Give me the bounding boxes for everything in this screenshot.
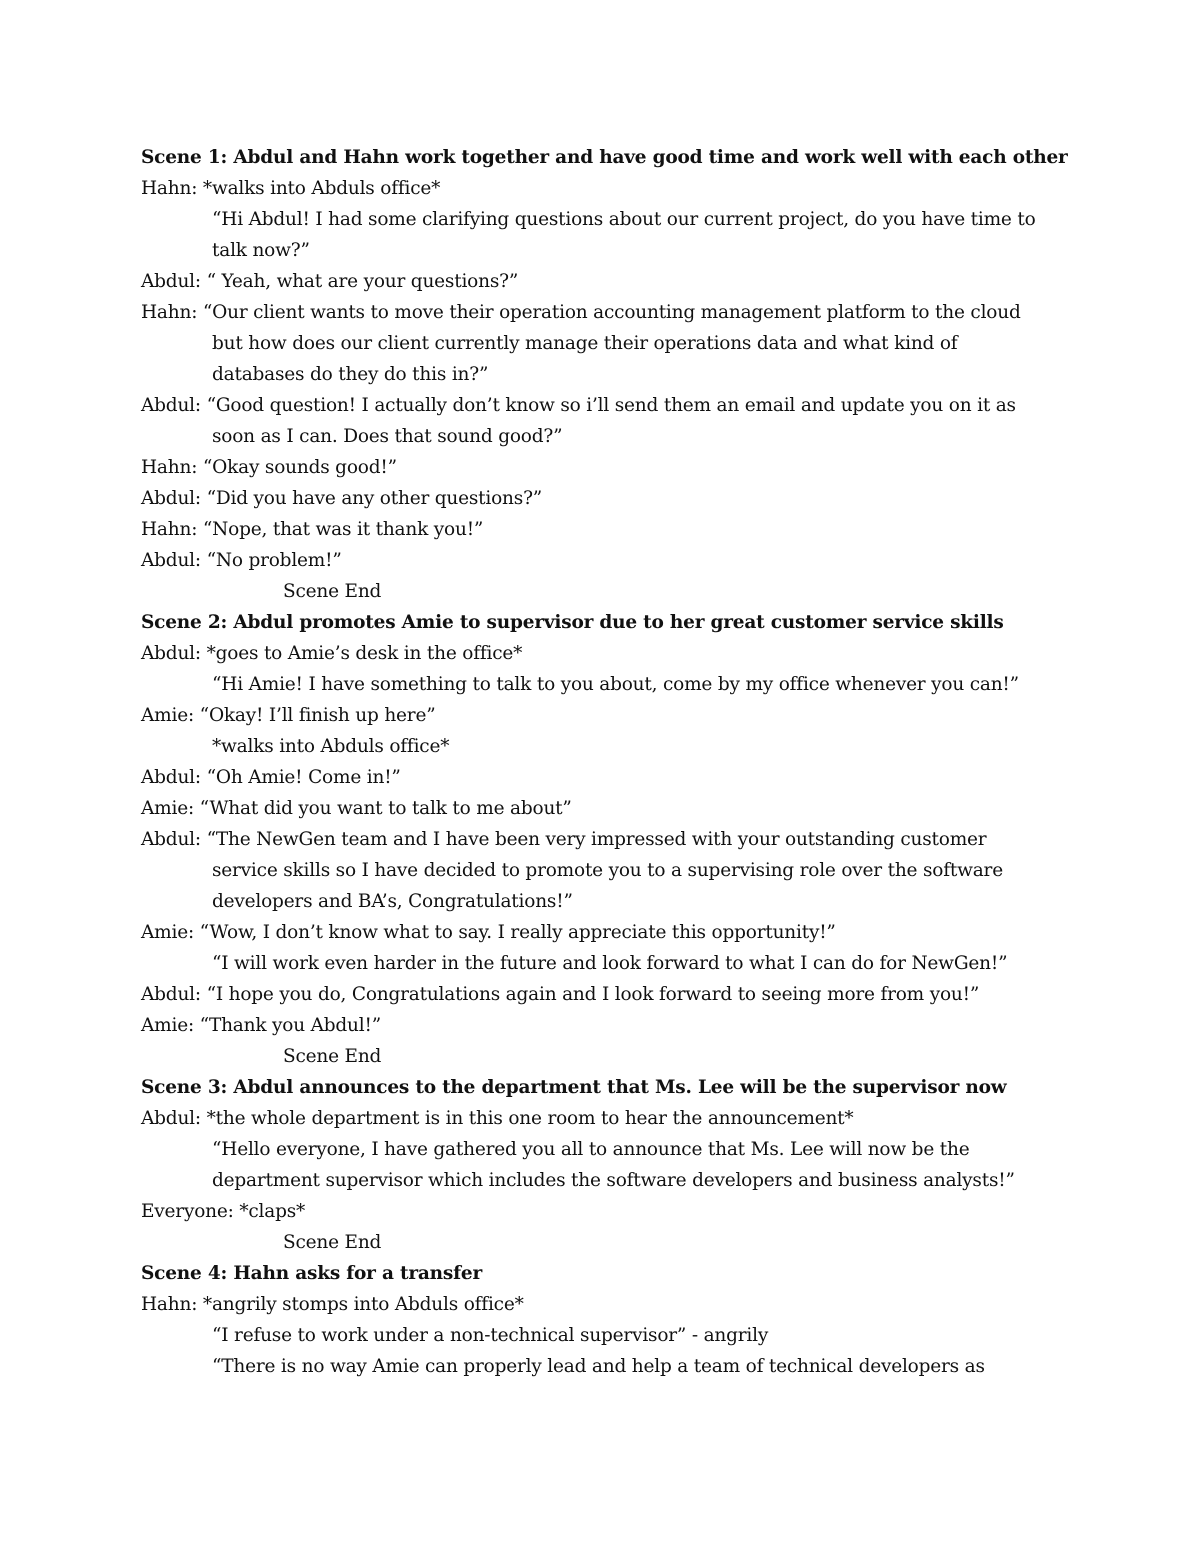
- dialogue-line: Abdul: “I hope you do, Congratulations again and I look forward to seeing more from you!”: [141, 984, 980, 1005]
- dialogue-continuation: “There is no way Amie can properly lead and help a team of technical developers as: [212, 1356, 985, 1377]
- script-body: [141, 142, 1071, 1382]
- dialogue-continuation: “Hi Amie! I have something to talk to you about, come by my office whenever you can!”: [212, 674, 1019, 695]
- dialogue-continuation: “I will work even harder in the future and look forward to what I can do for NewGen!”: [212, 953, 1008, 974]
- dialogue-line: Abdul: “ Yeah, what are your questions?”: [141, 271, 519, 292]
- dialogue-line: Abdul: “The NewGen team and I have been very impressed with your outstanding customer: [141, 829, 987, 850]
- dialogue-continuation: *walks into Abduls office*: [212, 736, 450, 757]
- scene-4-heading: Scene 4: Hahn asks for a transfer: [141, 1263, 483, 1284]
- dialogue-line: Amie: “Wow, I don’t know what to say. I really appreciate this opportunity!”: [141, 922, 836, 943]
- dialogue-continuation: service skills so I have decided to promote you to a supervising role over the software: [212, 860, 1003, 881]
- dialogue-continuation: department supervisor which includes the software developers and business analysts!”: [212, 1170, 1015, 1191]
- scene-end-marker: Scene End: [283, 1232, 382, 1253]
- dialogue-line: Everyone: *claps*: [141, 1201, 306, 1222]
- dialogue-continuation: talk now?”: [212, 240, 310, 261]
- dialogue-line: Amie: “Okay! I’ll finish up here”: [141, 705, 436, 726]
- dialogue-continuation: but how does our client currently manage their operations data and what kind of: [212, 333, 958, 354]
- dialogue-line: Abdul: “Did you have any other questions?”: [141, 488, 543, 509]
- dialogue-continuation: databases do they do this in?”: [212, 364, 489, 385]
- dialogue-continuation: “I refuse to work under a non-technical supervisor” - angrily: [212, 1325, 769, 1346]
- dialogue-continuation: “Hi Abdul! I had some clarifying questions about our current project, do you have time to: [212, 209, 1036, 230]
- dialogue-continuation: soon as I can. Does that sound good?”: [212, 426, 563, 447]
- dialogue-line: Hahn: *angrily stomps into Abduls office*: [141, 1294, 524, 1315]
- dialogue-line: Amie: “Thank you Abdul!”: [141, 1015, 381, 1036]
- dialogue-line: Abdul: “No problem!”: [141, 550, 342, 571]
- dialogue-line: Hahn: “Our client wants to move their operation accounting management platform to the cloud: [141, 302, 1021, 323]
- dialogue-continuation: “Hello everyone, I have gathered you all to announce that Ms. Lee will now be the: [212, 1139, 970, 1160]
- dialogue-line: Abdul: “Oh Amie! Come in!”: [141, 767, 401, 788]
- scene-3-heading: Scene 3: Abdul announces to the department that Ms. Lee will be the supervisor now: [141, 1077, 1007, 1098]
- dialogue-line: Abdul: *goes to Amie’s desk in the office*: [141, 643, 523, 664]
- dialogue-continuation: developers and BA’s, Congratulations!”: [212, 891, 573, 912]
- dialogue-line: Abdul: “Good question! I actually don’t know so i’ll send them an email and update you on it as: [141, 395, 1016, 416]
- dialogue-line: Hahn: “Okay sounds good!”: [141, 457, 397, 478]
- dialogue-line: Hahn: “Nope, that was it thank you!”: [141, 519, 484, 540]
- dialogue-line: Hahn: *walks into Abduls office*: [141, 178, 441, 199]
- scene-2-heading: Scene 2: Abdul promotes Amie to supervisor due to her great customer service skills: [141, 612, 1004, 633]
- dialogue-line: Amie: “What did you want to talk to me about”: [141, 798, 572, 819]
- scene-end-marker: Scene End: [283, 1046, 382, 1067]
- dialogue-line: Abdul: *the whole department is in this one room to hear the announcement*: [141, 1108, 854, 1129]
- scene-1-heading: Scene 1: Abdul and Hahn work together and have good time and work well with each other: [141, 147, 1068, 168]
- scene-end-marker: Scene End: [283, 581, 382, 602]
